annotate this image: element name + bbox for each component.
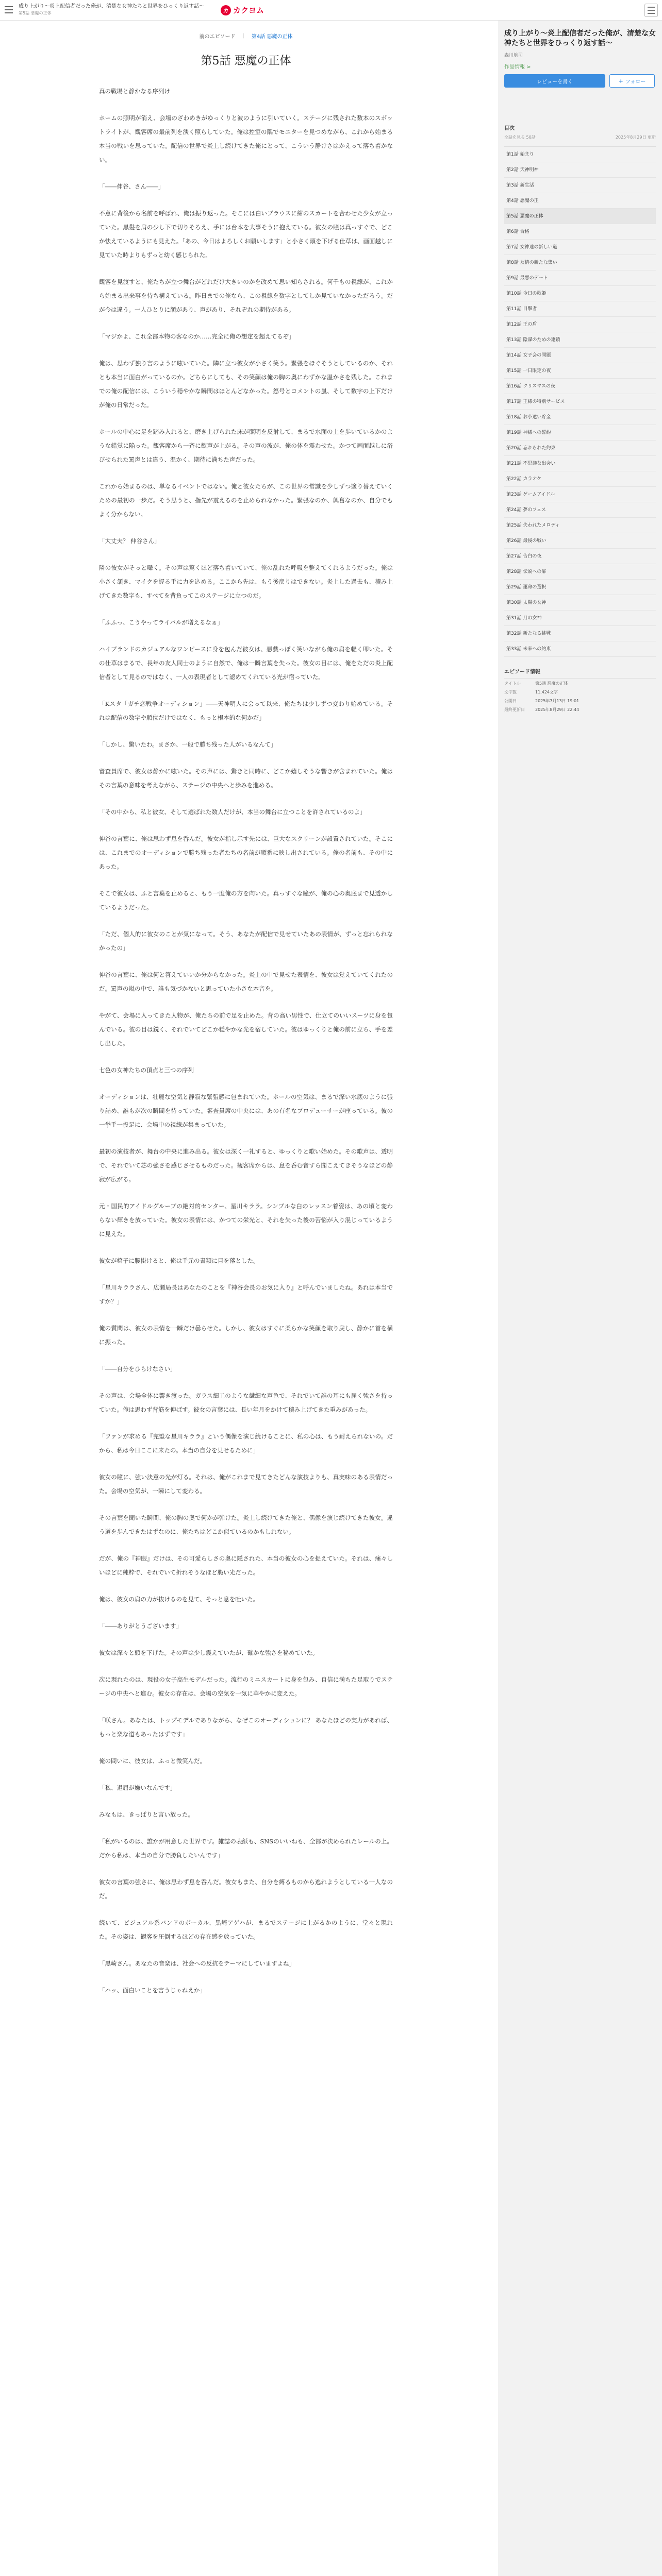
toc-item[interactable]: 第15話 一日限定の夜 bbox=[504, 363, 656, 379]
body-paragraph: 不意に背後から名前を呼ばれ、俺は振り返った。そこには白いブラウスに紺のスカートを合わせた少女が立っていた。黒髪を肩の少し下で切りそろえ、手には台本を大事そうに抱えている。彼女の瞳は真っすぐで、どこか怯えているようにも見えた。「あの、今日はよろしくお願いします」と小さく頭を下げる仕草は、画面越しに見ていた時よりもずっと幼く感じられた。 bbox=[99, 210, 393, 259]
toc-item[interactable]: 第27話 告白の夜 bbox=[504, 549, 656, 564]
body-paragraph: ハイブランドのカジュアルなワンピースに身を包んだ彼女は、悪戯っぽく笑いながら俺の肩を軽く叩いた。その仕草はまるで、長年の友人同士のように自然で、俺は一瞬言葉を失った。彼女の目には、俺をただの炎上配信者として見るのではなく、一人の表現者として認めてくれている光が宿っていた。 bbox=[99, 646, 393, 681]
body-paragraph: 隣の彼女がそっと囁く。その声は驚くほど落ち着いていて、俺の乱れた呼吸を整えてくれるようだった。俺は小さく頷き、マイクを握る手に力を込める。ここから先は、もう後戻りはできない。炎上した過去も、積み上げてきた数字も、すべてを背負ってこのステージに立つのだ。 bbox=[99, 564, 393, 599]
plus-icon: + bbox=[618, 77, 623, 84]
toc-item[interactable]: 第3話 新生活 bbox=[504, 178, 656, 193]
toc-item[interactable]: 第11話 目撃者 bbox=[504, 301, 656, 317]
body-paragraph: オーディションは、壮麗な空気と静寂な緊張感に包まれていた。ホールの空気は、まるで深い水底のように張り詰め、誰もが次の瞬間を待っていた。審査員席の中央には、あの有名なプロデューサーが座っている。彼の一挙手一投足に、会場中の視線が集まっていた。 bbox=[99, 1093, 393, 1128]
toc-item[interactable]: 第8話 友情の新たな集い bbox=[504, 255, 656, 270]
episode-info bbox=[504, 680, 656, 714]
toc-item[interactable]: 第14話 女子会の問題 bbox=[504, 348, 656, 363]
toc-updated: 2025年8月29日 更新 bbox=[615, 135, 656, 140]
toc-item[interactable]: 第17話 王様の特別サービス bbox=[504, 394, 656, 410]
body-paragraph: やがて、会場に入ってきた人物が、俺たちの前で足を止めた。背の高い男性で、仕立てのいいスーツに身を包んでいる。彼の目は鋭く、それでいてどこか穏やかな光を宿していた。彼はゆっくりと俺の前に立ち、手を差し出した。 bbox=[99, 1012, 393, 1047]
toc-item[interactable]: 第7話 女神達の新しい道 bbox=[504, 240, 656, 255]
follow-button[interactable] bbox=[609, 74, 655, 88]
work-info-link[interactable]: 作品情報 > bbox=[504, 64, 531, 70]
body-paragraph: 続いて、ビジュアル系バンドのボーカル、黒崎アゲハが、まるでステージに上がるかのように、堂々と現れた。その姿は、観客を圧倒するほどの存在感を放っていた。 bbox=[99, 1919, 393, 1940]
body-paragraph: 伸谷の言葉に、俺は思わず息を呑んだ。彼女が指し示す先には、巨大なスクリーンが設置されていた。そこには、これまでのオーディションで勝ち残った者たちの名前が順番に映し出されている。俺の名前も、その中にあった。 bbox=[99, 835, 393, 870]
body-paragraph: 彼女が椅子に腰掛けると、俺は手元の書類に目を落とした。 bbox=[99, 1257, 259, 1264]
body-paragraph: その声は、会場全体に響き渡った。ガラス細工のような繊細な声色で、それでいて誰の耳にも届く強さを持っていた。俺は思わず背筋を伸ばす。彼女の言葉には、長い年月をかけて積み上げてきた重みがあった。 bbox=[99, 1392, 393, 1413]
toc-item[interactable]: 第18話 お小遣い貯金 bbox=[504, 410, 656, 425]
toc-item[interactable]: 第23話 ゲームアイドル bbox=[504, 487, 656, 502]
episode-info-value: 第5話 悪魔の正体 bbox=[535, 681, 568, 686]
sidebar bbox=[498, 21, 662, 2576]
toc-item[interactable]: 第26話 最後の戦い bbox=[504, 533, 656, 549]
toc-item[interactable]: 第33話 未来への約束 bbox=[504, 641, 656, 657]
menu-icon[interactable] bbox=[3, 4, 14, 15]
toc-item[interactable]: 第20話 忘れられた約束 bbox=[504, 440, 656, 456]
body-paragraph: 「ふふっ、こうやってライバルが増えるなぁ」 bbox=[99, 619, 223, 626]
episode-info-key: 公開日 bbox=[504, 699, 517, 703]
episode-info-value: 2025年7月13日 19:01 bbox=[535, 699, 580, 703]
logo-text: カクヨム bbox=[233, 6, 264, 15]
sidebar-work-title[interactable]: 成り上がり〜炎上配信者だった俺が、清楚な女神たちと世界をひっくり返す話〜 bbox=[504, 29, 656, 47]
toc-item[interactable]: 第6話 合格 bbox=[504, 224, 656, 240]
body-paragraph: 真の戦場と静かなる序列け bbox=[99, 88, 170, 95]
body-paragraph: 元・国民的アイドルグループの絶対的センター、星川キララ。シンプルな白のレッスン着姿は、あの頃と変わらない輝きを放っていた。彼女の表情には、かつての栄光と、それを失った後の苦悩が入り混じっているように見えた。 bbox=[99, 1202, 393, 1238]
body-paragraph: 最初の演技者が、舞台の中央に進み出る。彼女は深く一礼すると、ゆっくりと歌い始めた。その歌声は、透明で、それでいて芯の強さを感じさせるものだった。観客席からは、息を呑む音すら聞こえてきそうなほどの静寂が広がる。 bbox=[99, 1148, 393, 1183]
body-paragraph: そこで彼女は、ふと言葉を止めると、もう一度俺の方を向いた。真っすぐな瞳が、俺の心の奥底まで見透かしているようだった。 bbox=[99, 890, 393, 911]
body-paragraph: 「ハッ、面白いことを言うじゃねえか」 bbox=[99, 1987, 206, 1994]
toc-item[interactable]: 第4話 悪魔の正 bbox=[504, 193, 656, 209]
body-paragraph: 「Kスタ「ガチ恋戦争オーディション」――天神明人に会って以来、俺たちは少しずつ変わり始めている。それは配信の数字や順位だけではなく、もっと根本的な何かだ」 bbox=[99, 700, 393, 721]
toc-item[interactable]: 第12話 王の盾 bbox=[504, 317, 656, 332]
toc-item[interactable]: 第2話 天神明神 bbox=[504, 162, 656, 178]
body-paragraph: 「しかし、驚いたわ。まさか、一般で勝ち残った人がいるなんて」 bbox=[99, 741, 277, 748]
episode-body bbox=[99, 84, 393, 1997]
toc-count[interactable]: 全話を見る 50話 bbox=[504, 135, 536, 140]
body-paragraph: 俺は、彼女の肩の力が抜けるのを見て、そっと息を吐いた。 bbox=[99, 1596, 259, 1603]
toc-list bbox=[504, 147, 656, 657]
episode-nav bbox=[0, 32, 492, 40]
write-review-button[interactable]: レビューを書く bbox=[504, 74, 605, 88]
toc-item[interactable]: 第21話 不思議な出会い bbox=[504, 456, 656, 471]
toc-item[interactable]: 第24話 夢のフェス bbox=[504, 502, 656, 518]
episode-info-value: 2025年8月29日 22:44 bbox=[535, 707, 580, 712]
reader-main bbox=[0, 21, 492, 2576]
body-paragraph: ホールの中心に足を踏み入れると、磨き上げられた床が照明を反射して、まるで水面の上を歩いているかのような錯覚に陥った。観客席から一斉に歓声が上がる。その声の波が、俺の体を震わせた。かつて画面越しに浴びせられた罵声とは違う、温かく、期待に満ちた声だった。 bbox=[99, 428, 393, 463]
body-paragraph: 「星川キララさん、広瀬局長はあなたのことを『神谷会長のお気に入り』と呼んでいましたね。あれは本当ですか？」 bbox=[99, 1284, 393, 1305]
toc-item[interactable]: 第25話 失われたメロディ bbox=[504, 518, 656, 533]
nav-separator: | bbox=[242, 33, 244, 39]
toc-item[interactable]: 第31話 月の女神 bbox=[504, 611, 656, 626]
toc-item[interactable]: 第22話 カラオケ bbox=[504, 471, 656, 487]
current-episode-link[interactable]: 第4話 悪魔の正体 bbox=[251, 34, 293, 40]
site-header bbox=[0, 0, 662, 21]
toc-meta bbox=[504, 134, 656, 147]
header-episode-title: 第5話 悪魔の正体 bbox=[19, 11, 52, 15]
episode-info-key: 最終更新日 bbox=[504, 707, 525, 712]
body-paragraph: 「私、退屈が嫌いなんです」 bbox=[99, 1784, 176, 1791]
body-paragraph: これから始まるのは、単なるイベントではない。俺と彼女たちが、この世界の常識を少しずつ塗り替えていくための最初の一歩だ。そう思うと、指先が震えるのを止められなかった。緊張なのか、興奮なのか、自分でもよく分からない。 bbox=[99, 483, 393, 518]
toc-item[interactable]: 第16話 クリスマスの夜 bbox=[504, 379, 656, 394]
body-paragraph: 「その中から、私と彼女、そして選ばれた数人だけが、本当の舞台に立つことを許されているのよ」 bbox=[99, 808, 366, 816]
body-paragraph: 「――伸谷、さん――」 bbox=[99, 183, 164, 190]
sidebar-actions bbox=[504, 74, 656, 88]
toc-item[interactable]: 第32話 新たなる挑戦 bbox=[504, 626, 656, 641]
prev-episode-link[interactable]: 前のエピソード bbox=[199, 34, 236, 40]
body-paragraph: 「咲さん。あなたは、トップモデルでありながら、なぜこのオーディションに？ あなたほどの実力があれば、もっと楽な道もあったはずです」 bbox=[99, 1717, 393, 1738]
toc-item[interactable]: 第28話 伝説への扉 bbox=[504, 564, 656, 580]
episode-info-row bbox=[504, 698, 656, 705]
body-paragraph: 審査員席で、彼女は静かに呟いた。その声には、驚きと同時に、どこか嬉しそうな響きが含まれていた。俺はその言葉の意味を考えながら、ステージの中央へと歩みを進める。 bbox=[99, 768, 393, 789]
body-paragraph: ホームの照明が消え、会場のざわめきがゆっくりと波のように引いていく。ステージに残された数本のスポットライトが、観客席の最前列を淡く照らしていた。俺は控室の隅でモニターを見つめながら、これから始まる本当の戦いを思っていた。配信の世界で炎上し続けてきた俺にとって、こういう静けさはかえって落ち着かない。 bbox=[99, 114, 393, 163]
body-paragraph: みなもは、きっぱりと言い放った。 bbox=[99, 1811, 194, 1818]
toc-item[interactable]: 第13話 陰謀のための連鎖 bbox=[504, 332, 656, 348]
body-paragraph: 彼女は深々と頭を下げた。その声は少し震えていたが、確かな強さを秘めていた。 bbox=[99, 1649, 319, 1656]
episode-title: 第5話 悪魔の正体 bbox=[201, 55, 291, 67]
toc-item[interactable]: 第29話 運命の選択 bbox=[504, 580, 656, 595]
toc-item-current[interactable]: 第5話 悪魔の正体 bbox=[504, 209, 656, 224]
follow-button-label: フォロー bbox=[625, 79, 646, 85]
body-paragraph: 「ファンが求める『完璧な星川キララ』という偶像を演じ続けることに、私の心は、もう耐えられないの。だから、私は今日ここに来たの。本当の自分を見せるために」 bbox=[99, 1433, 393, 1454]
episode-info-heading: エピソード情報 bbox=[504, 667, 656, 679]
body-paragraph: 観客を見渡すと、俺たちが立つ舞台がどれだけ大きいのかを改めて思い知らされる。何千もの視線が、これから始まる出来事を待ち構えている。昨日までの俺なら、この視線を数字としてしか見ていなかっただろう。だが今は違う。一人ひとりに顔があり、声があり、それぞれの期待がある。 bbox=[99, 278, 393, 313]
body-paragraph: 俺の質問は、彼女の表情を一瞬だけ曇らせた。しかし、彼女はすぐに柔らかな笑顔を取り戻し、静かに首を横に振った。 bbox=[99, 1325, 393, 1346]
toc-item[interactable]: 第10話 今日の歌姫 bbox=[504, 286, 656, 301]
body-paragraph: 俺は、思わず独り言のように呟いていた。隣に立つ彼女が小さく笑う。緊張をほぐそうとしているのか、それとも本当に面白がっているのか。どちらにしても、その笑顔は俺の胸の奥にわずかな温かさを残した。これまでの俺の配信には、こういう穏やかな瞬間はほとんどなかった。怒号とコメントの嵐、そして数字の上下だけが俺の日常だった。 bbox=[99, 360, 393, 409]
episode-info-row bbox=[504, 689, 656, 696]
body-paragraph: だが、俺の『神眼』だけは、その可愛らしさの奥に隠された、本当の彼女の心を捉えていた。それは、痛々しいほどに純粋で、それでいて折れそうなほど脆い光だった。 bbox=[99, 1555, 393, 1576]
episode-info-key: 文字数 bbox=[504, 690, 517, 694]
body-paragraph: 「――ありがとうございます」 bbox=[99, 1622, 182, 1630]
header-work-title[interactable]: 成り上がり〜炎上配信者だった俺が、清楚な女神たちと世界をひっくり返す話〜 bbox=[19, 4, 204, 9]
toc-toggle-icon[interactable] bbox=[644, 4, 658, 17]
body-paragraph: 「マジかよ、これ全部本物の客なのか……完全に俺の想定を超えてるぞ」 bbox=[99, 333, 295, 340]
episode-info-key: タイトル bbox=[504, 681, 521, 686]
body-paragraph: 「大丈夫？ 伸谷さん」 bbox=[99, 537, 160, 545]
body-paragraph: 彼女の瞳に、強い決意の光が灯る。それは、俺がこれまで見てきたどんな演技よりも、真実味のある表情だった。会場の空気が、一瞬にして変わる。 bbox=[99, 1473, 393, 1495]
toc-item[interactable]: 第9話 最悪のデート bbox=[504, 270, 656, 286]
header-work-info[interactable] bbox=[19, 3, 204, 16]
toc-item[interactable]: 第19話 神様への誓約 bbox=[504, 425, 656, 440]
body-paragraph: 「黒崎さん。あなたの音楽は、社会への反抗をテーマにしていますよね」 bbox=[99, 1960, 295, 1967]
body-paragraph: その言葉を聞いた瞬間、俺の胸の奥で何かが弾けた。炎上し続けてきた俺と、偶像を演じ続けてきた彼女。違う道を歩んできたはずなのに、俺たちはどこか似ているのかもしれない。 bbox=[99, 1514, 393, 1535]
logo-mark-icon: カ bbox=[221, 5, 231, 15]
body-paragraph: 「ただ、個人的に彼女のことが気になって。そう、あなたが配信で見せていたあの表情が、ずっと忘れられなかったの」 bbox=[99, 930, 393, 952]
toc-item[interactable]: 第30話 太陽の女神 bbox=[504, 595, 656, 611]
episode-info-row bbox=[504, 680, 656, 687]
site-logo[interactable] bbox=[221, 5, 264, 15]
body-paragraph: 「――自分をひらけなさい」 bbox=[99, 1365, 176, 1372]
body-paragraph: 「私がいるのは、誰かが用意した世界です。雑誌の表紙も、SNSのいいねも、全部が決められたレールの上。だから私は、本当の自分で勝負したいんです」 bbox=[99, 1838, 393, 1859]
body-paragraph: 俺の問いに、彼女は、ふっと微笑んだ。 bbox=[99, 1757, 206, 1765]
sidebar-author[interactable]: 森川航司 bbox=[504, 53, 523, 58]
body-paragraph: 七色の女神たちの頂点と三つの序列 bbox=[99, 1066, 194, 1074]
episode-info-row bbox=[504, 706, 656, 714]
body-paragraph: 伸谷の言葉に、俺は何と答えていいか分からなかった。炎上の中で見せた表情を、彼女は覚えていてくれたのだ。罵声の嵐の中で、誰も気づかないと思っていた小さな本音を。 bbox=[99, 971, 393, 992]
episode-info-value: 11,424文字 bbox=[535, 690, 558, 694]
toc-item[interactable]: 第1話 始まり bbox=[504, 147, 656, 162]
toc-heading: 目次 bbox=[504, 126, 515, 131]
body-paragraph: 次に現れたのは、現役の女子高生モデルだった。流行のミニスカートに身を包み、自信に満ちた足取りでステージの中央へと進む。彼女の存在は、会場の空気を一気に華やかに変えた。 bbox=[99, 1676, 393, 1697]
body-paragraph: 彼女の言葉の強さに、俺は思わず息を呑んだ。彼女もまた、自分を縛るものから逃れようとしている一人なのだ。 bbox=[99, 1878, 393, 1900]
